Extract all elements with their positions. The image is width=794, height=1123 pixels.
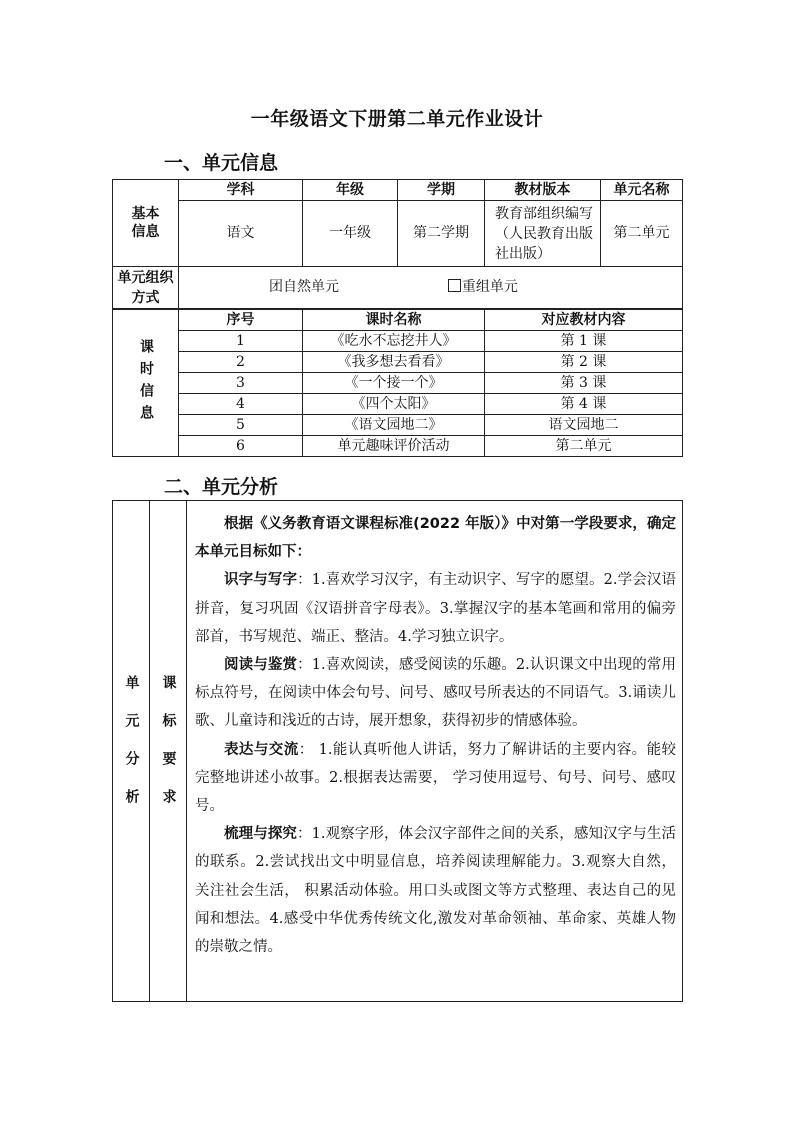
value-grade: 一年级 — [303, 201, 398, 267]
table-row — [113, 352, 683, 373]
header-textbook: 教材版本 — [485, 180, 601, 201]
header-grade: 年级 — [303, 180, 398, 201]
analysis-inner-label: 课标要求 — [150, 501, 187, 1002]
lesson-content: 第 3 课 — [485, 373, 683, 394]
header-unit-name: 单元名称 — [601, 180, 683, 201]
header-lesson-name: 课时名称 — [303, 310, 485, 331]
analysis-reading: 阅读与鉴赏：1.喜欢阅读，感受阅读的乐趣。2.认识课文中出现的常用标点符号，在阅读中体会句号、问号、感叹号所表达的不同语气。3.诵读儿歌、儿童诗和浅近的古诗，展开想象，获得初步的情感体验。 — [195, 657, 676, 730]
lesson-content: 第 1 课 — [485, 331, 683, 352]
analysis-outer-label: 单元分析 — [113, 501, 150, 1002]
lesson-name: 《语文园地二》 — [303, 415, 485, 436]
lesson-name: 《一个接一个》 — [303, 373, 485, 394]
lesson-name: 单元趣味评价活动 — [303, 436, 485, 457]
header-subject: 学科 — [179, 180, 303, 201]
lesson-info-label: 课时信息 — [113, 310, 179, 457]
analysis-expression: 表达与交流： 1.能认真听他人讲话，努力了解讲话的主要内容。能较完整地讲述小故事。2.根据表达需要， 学习使用逗号、句号、问号、感叹号。 — [195, 741, 677, 815]
document-title: 一年级语文下册第二单元作业设计 — [250, 108, 544, 130]
table-row — [113, 331, 683, 352]
checkbox-icon — [448, 279, 461, 292]
lesson-name: 《我多想去看看》 — [303, 352, 485, 373]
lesson-index: 1 — [179, 331, 303, 352]
header-semester: 学期 — [398, 180, 485, 201]
lesson-content: 语文园地二 — [485, 415, 683, 436]
basic-info-label: 基本 信息 — [113, 180, 179, 267]
lesson-content: 第 2 课 — [485, 352, 683, 373]
table-row — [113, 436, 683, 457]
table-row — [113, 394, 683, 415]
section-heading-unit-info: 一、单元信息 — [164, 152, 279, 174]
unit-info-table — [112, 179, 683, 309]
lesson-name: 《四个太阳》 — [303, 394, 485, 415]
lesson-index: 3 — [179, 373, 303, 394]
header-content: 对应教材内容 — [485, 310, 683, 331]
org-option-natural: 团自然单元 — [269, 279, 339, 295]
lesson-content: 第 4 课 — [485, 394, 683, 415]
lesson-index: 5 — [179, 415, 303, 436]
analysis-content — [187, 501, 683, 1002]
analysis-table — [112, 500, 683, 1002]
value-semester: 第二学期 — [398, 201, 485, 267]
org-label: 单元组织方式 — [113, 267, 179, 309]
lesson-table — [112, 309, 683, 457]
section-heading-unit-analysis: 二、单元分析 — [164, 476, 279, 498]
org-option-regroup: 重组单元 — [448, 279, 518, 295]
lesson-name: 《吃水不忘挖井人》 — [303, 331, 485, 352]
analysis-intro: 根据《义务教育语文课程标准(2022 年版）》中对第一学段要求，确定本单元目标如下： — [195, 516, 676, 561]
lesson-content: 第二单元 — [485, 436, 683, 457]
lesson-index: 2 — [179, 352, 303, 373]
table-row — [113, 373, 683, 394]
table-row — [113, 415, 683, 436]
analysis-literacy: 识字与写字：1.喜欢学习汉字，有主动识字、写字的愿望。2.学会汉语拼音，复习巩固《汉语拼音字母表》。3.掌握汉字的基本笔画和常用的偏旁部首，书写规范、端正、整洁。4.学习独立识字。 — [195, 572, 676, 645]
lesson-index: 4 — [179, 394, 303, 415]
value-textbook: 教育部组织编写（人民教育出版社出版） — [485, 201, 601, 267]
org-options — [179, 267, 683, 309]
header-index: 序号 — [179, 310, 303, 331]
analysis-exploration: 梳理与探究：1.观察字形，体会汉字部件之间的关系，感知汉字与生活的联系。2.尝试找出文中明显信息，培养阅读理解能力。3.观察大自然， 关注社会生活， 积累活动体验。用口头或图文等方式整理、表达自己的见闻和想法。4.感受中华优秀传统文化,激发对革命领袖、革命家、英雄人物的崇敬之情。 — [195, 826, 676, 956]
value-subject: 语文 — [179, 201, 303, 267]
lesson-index: 6 — [179, 436, 303, 457]
value-unit-name: 第二单元 — [601, 201, 683, 267]
